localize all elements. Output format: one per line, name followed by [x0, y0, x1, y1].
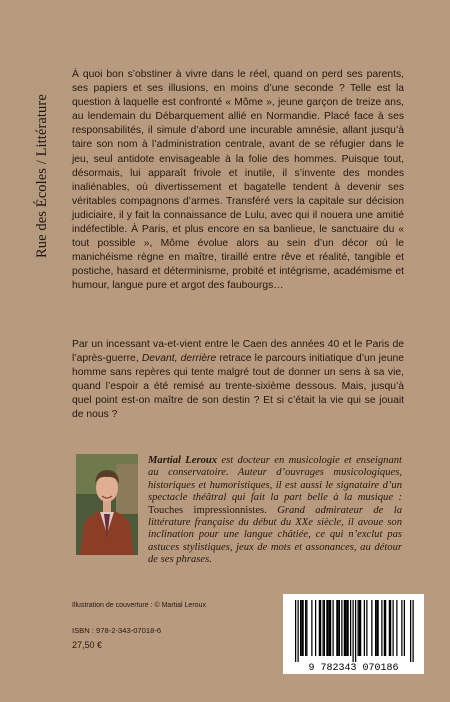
barcode-bar	[336, 600, 337, 656]
barcode-graphic	[283, 594, 424, 674]
author-bio-part-2: Grand admirateur de la littérature française du début du XXe siècle, il avoue son inclination pour une langue châtiée, ce qui n’exclut pas astuces stylistiques, jeux de mots et assonances, au détour de ses phrases.	[148, 504, 402, 566]
barcode-bar	[378, 600, 379, 656]
cover-credit: Illustration de couverture : © Martial Leroux	[72, 602, 206, 609]
barcode-bar	[390, 600, 391, 656]
barcode-bar	[381, 600, 382, 656]
author-name: Martial Leroux	[148, 455, 218, 466]
barcode-bar	[300, 600, 301, 656]
barcode-bar	[360, 600, 361, 656]
book-title: Devant, derrière	[141, 353, 217, 365]
barcode-bars	[295, 600, 414, 662]
barcode-bar	[346, 600, 347, 656]
barcode-bar	[413, 600, 414, 662]
price: 27,50 €	[72, 640, 103, 650]
barcode-bar	[339, 600, 340, 656]
barcode-bar	[303, 600, 304, 656]
blurb-paragraph-1: À quoi bon s’obstiner à vivre dans le réel, quand on perd ses parents, ses papiers et ses illusions, en moins d’une seconde ? Telle est la question à laquelle est confronté « Môme », jeune garçon de treize ans, au lendemain du Débarquement allié en Normandie. Placé face à ses responsabilités, il simule d’abord une incurable amnésie, allant jusqu’à taire son nom à l’administration centrale, avant de se réfugier dans le jeu, seul antidote envisageable à la folie des hommes. Puisque tout, désormais, lui apparaît frivole et inutile, il s’invente des mondes inaliénables, où divertissement et bagatelle tendent à devenir ses véritables compagnons d’armes. Transféré vers la capitale sur décision judiciaire, il y fait la connaissance de Lulu, avec qui il nouera une amitié indéfectible. À Paris, et plus encore en sa banlieue, le sanctuaire du « tout possible », Môme évolue alors au sein d’un décor où le manichéisme règne en maître, tiraillé entre rêve et réalité, tangible et postiche, hasard et déterminisme, probité et intégrisme, académisme et humour, langue pure et argot des faubourgs…	[72, 69, 404, 292]
blurb-paragraph-2	[72, 338, 404, 423]
barcode-bar	[305, 600, 306, 656]
author-portrait-icon	[76, 454, 138, 555]
barcode-bar	[298, 600, 299, 662]
barcode-bar	[326, 600, 327, 656]
barcode-bar	[341, 600, 342, 656]
barcode-bar	[320, 600, 321, 656]
barcode-bar	[344, 600, 345, 656]
barcode-bar	[333, 600, 334, 656]
barcode-bar	[364, 600, 365, 656]
barcode-bar	[324, 600, 325, 656]
barcode-bar	[353, 600, 354, 662]
barcode-bar	[348, 600, 349, 656]
barcode-bar	[330, 600, 331, 656]
barcode-bar	[410, 600, 411, 662]
barcode-bar	[393, 600, 394, 656]
barcode-bar	[306, 600, 307, 656]
barcode-bar	[404, 600, 405, 656]
barcode-bar	[358, 600, 359, 656]
author-bio	[148, 455, 402, 567]
barcode-digits: 9 782343 070186	[308, 663, 399, 674]
barcode-bar	[376, 600, 377, 656]
isbn: ISBN : 978-2-343-07018-6	[72, 626, 162, 635]
blurb-paragraph-2-end: retrace le parcours initiatique d’un jeune homme sans repères qui tente malgré tout de donner un sens à sa vie, quand l’espoir a été remisé au trente-sixième dessous. Mais, jusqu’à quel point est-on maître de son destin ? Et si c’était la vie qui se jouait de nous ?	[72, 353, 404, 421]
barcode	[283, 594, 424, 674]
barcode-bar	[384, 600, 385, 656]
barcode-bar	[329, 600, 330, 656]
barcode-bar	[371, 600, 372, 656]
barcode-bar	[345, 600, 346, 656]
series-title: Rue des Écoles / Littérature	[34, 94, 50, 258]
barcode-bar	[350, 600, 351, 656]
barcode-bar	[315, 600, 316, 656]
author-bio-part-1: est docteur en musicologie et enseignant au conservatoire. Auteur d’ouvrages musicologiques, historiques et humoristiques, il est aussi le signataire d’un spectacle théâtral qui fait la part belle à la musique :	[148, 455, 402, 504]
blurb-paragraph-2-start: Par un incessant va-et-vient entre le Caen des années 40 et le Paris de l’après-guerre,	[72, 339, 404, 365]
barcode-bar	[319, 600, 320, 656]
barcode-bar	[295, 600, 296, 662]
author-show-title: Touches impressionnistes.	[148, 504, 267, 516]
barcode-bar	[328, 600, 329, 656]
barcode-bar	[375, 600, 376, 656]
barcode-bar	[366, 600, 367, 656]
barcode-bar	[355, 600, 356, 662]
barcode-bar	[389, 600, 390, 656]
barcode-bar	[396, 600, 397, 656]
barcode-bar	[323, 600, 324, 656]
barcode-bar	[359, 600, 360, 656]
barcode-bar	[311, 600, 312, 656]
barcode-bar	[338, 600, 339, 656]
barcode-bar	[301, 600, 302, 656]
barcode-bar	[385, 600, 386, 656]
barcode-bar	[401, 600, 402, 656]
author-photo	[76, 454, 138, 555]
